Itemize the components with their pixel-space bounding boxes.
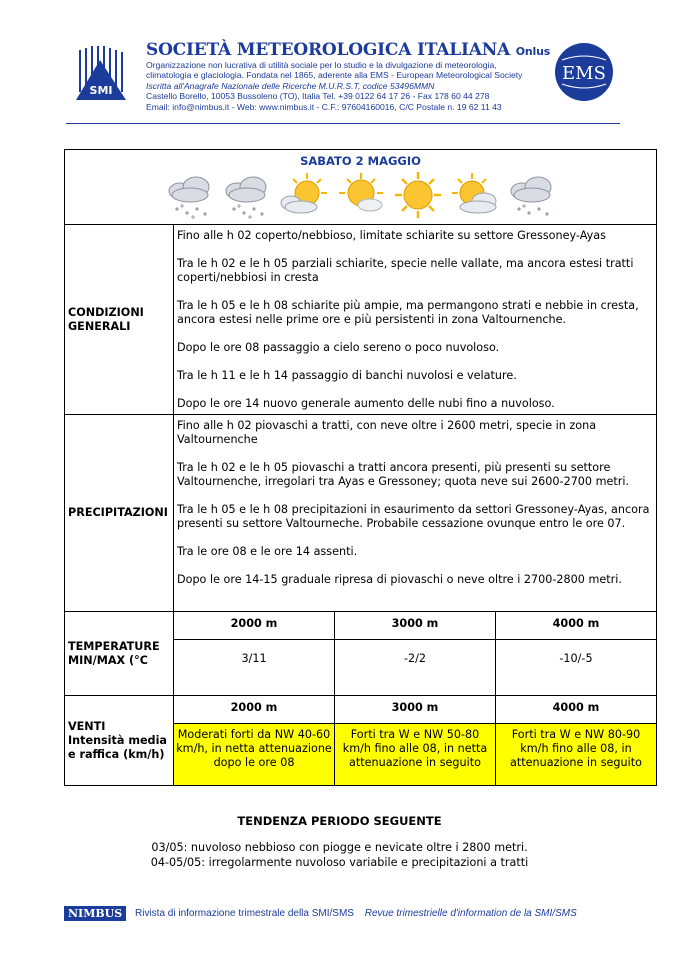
header-line: climatologia e glaciologia. Fondata nel 1865, aderente alla EMS - European Meteorological Society [146,70,523,81]
precipitation-paragraph: Fino alle h 02 piovaschi a tratti, con neve oltre i 2600 metri, specie in zona Valtournenche [177,419,597,446]
conditions-paragraph: Tra le h 02 e le h 05 parziali schiarite, specie nelle vallate, ma ancora estesi tratti coperti/nebbiosi in cresta [177,257,634,284]
sun-cloud-icon [334,171,388,219]
conditions-paragraph: Dopo le ore 14 nuovo generale aumento delle nubi fino a nuvoloso. [177,397,555,410]
header-line: Castello Borello, 10053 Bussoleno (TO), Italia Tel. +39 0122 64 17 26 - Fax 178 60 44 278 [146,91,490,102]
temperature-value-2000: 3/11 [174,640,335,696]
temperature-value-3000: -2/2 [335,640,496,696]
nimbus-badge: NIMBUS [64,906,126,921]
footer [64,906,577,921]
winds-label-main: VENTI [68,719,106,733]
precipitation-text [174,415,657,612]
winds-label-sub: Intensità media e raffica (km/h) [68,733,167,761]
precipitation-paragraph: Tra le ore 08 e le ore 14 assenti. [177,545,358,558]
precipitation-label: PRECIPITAZIONI [65,415,174,612]
header-line: Organizzazione non lucrativa di utilità sociale per lo studio e la divulgazione di meteorologia, [146,60,497,70]
svg-text:SMI: SMI [89,84,113,97]
precipitation-paragraph: Tra le h 05 e le h 08 precipitazioni in esaurimento da settori Gressoney-Ayas, ancora presenti su settore Valtourneche. Probabile cessazione ovunque entro le ore 07. [177,503,650,530]
header-divider [66,123,620,124]
wind-value-2000: Moderati forti da NW 40-60 km/h, in netta attenuazione dopo le ore 08 [174,724,335,786]
cloud-snow-icon [505,171,559,219]
wind-altitude-4000: 4000 m [496,696,657,724]
weather-icons [65,171,656,219]
trend-line: 04-05/05: irregolarmente nuvoloso variabile e precipitazioni a tratti [150,856,529,869]
temperature-altitude-2000: 2000 m [174,612,335,640]
forecast-table [64,149,657,786]
wind-altitude-3000: 3000 m [335,696,496,724]
conditions-paragraph: Fino alle h 02 coperto/nebbioso, limitate schiarite su settore Gressoney-Ayas [177,229,606,242]
ems-logo [554,42,614,102]
cloud-snow-icon [220,171,274,219]
header-line: Email: info@nimbus.it - Web: www.nimbus.it - C.F.: 97604160016, C/C Postale n. 19 62 11 43 [146,101,502,112]
footer-text-fr: Revue trimestrielle d'information de la SMI/SMS [364,908,577,919]
conditions-paragraph: Tra le h 11 e le h 14 passaggio di banchi nuvolosi e velature. [177,369,517,382]
cloud-snow-icon [163,171,217,219]
header-line: Iscritta all'Anagrafe Nazionale delle Ricerche M.U.R.S.T, codice 53496MMN [146,80,435,91]
wind-value-3000: Forti tra W e NW 50-80 km/h fino alle 08, in netta attenuazione in seguito [335,724,496,786]
conditions-label: CONDIZIONI GENERALI [65,225,174,415]
wind-value-4000: Forti tra W e NW 80-90 km/h fino alle 08, in attenuazione in seguito [496,724,657,786]
temperature-altitude-3000: 3000 m [335,612,496,640]
svg-text:EMS: EMS [562,63,606,84]
smi-logo [72,44,130,106]
trend-title: TENDENZA PERIODO SEGUENTE [237,814,442,828]
sun-icon [391,171,445,219]
conditions-paragraph: Dopo le ore 08 passaggio a cielo sereno o poco nuvoloso. [177,341,500,354]
precipitation-paragraph: Tra le h 02 e le h 05 piovaschi a tratti ancora presenti, più presenti su settore Valtournenche, irregolari tra Ayas e Gressoney; quota neve sui 2600-2700 metri. [177,461,630,488]
forecast-date: SABATO 2 MAGGIO [300,154,421,168]
temperature-altitude-4000: 4000 m [496,612,657,640]
letterhead [72,40,612,124]
wind-altitude-2000: 2000 m [174,696,335,724]
temperature-value-4000: -10/-5 [496,640,657,696]
winds-label [65,696,174,786]
sun-cloud-icon [448,171,502,219]
date-header [65,150,657,225]
sun-cloud-icon [277,171,331,219]
temperature-label: TEMPERATURE MIN/MAX (°C [65,612,174,696]
conditions-paragraph: Tra le h 05 e le h 08 schiarite più ampie, ma permangono strati e nebbie in cresta, ancora estesi nelle prime ore e più persistenti in zona Valtournenche. [177,299,639,326]
trend-line: 03/05: nuvoloso nebbioso con piogge e nevicate oltre i 2800 metri. [151,841,528,854]
footer-text-it: Rivista di informazione trimestrale della SMI/SMS [135,908,354,919]
precipitation-paragraph: Dopo le ore 14-15 graduale ripresa di piovaschi o neve oltre i 2700-2800 metri. [177,573,622,586]
org-name: SOCIETÀ METEOROLOGICA ITALIANA Onlus [146,40,551,60]
conditions-text [174,225,657,415]
